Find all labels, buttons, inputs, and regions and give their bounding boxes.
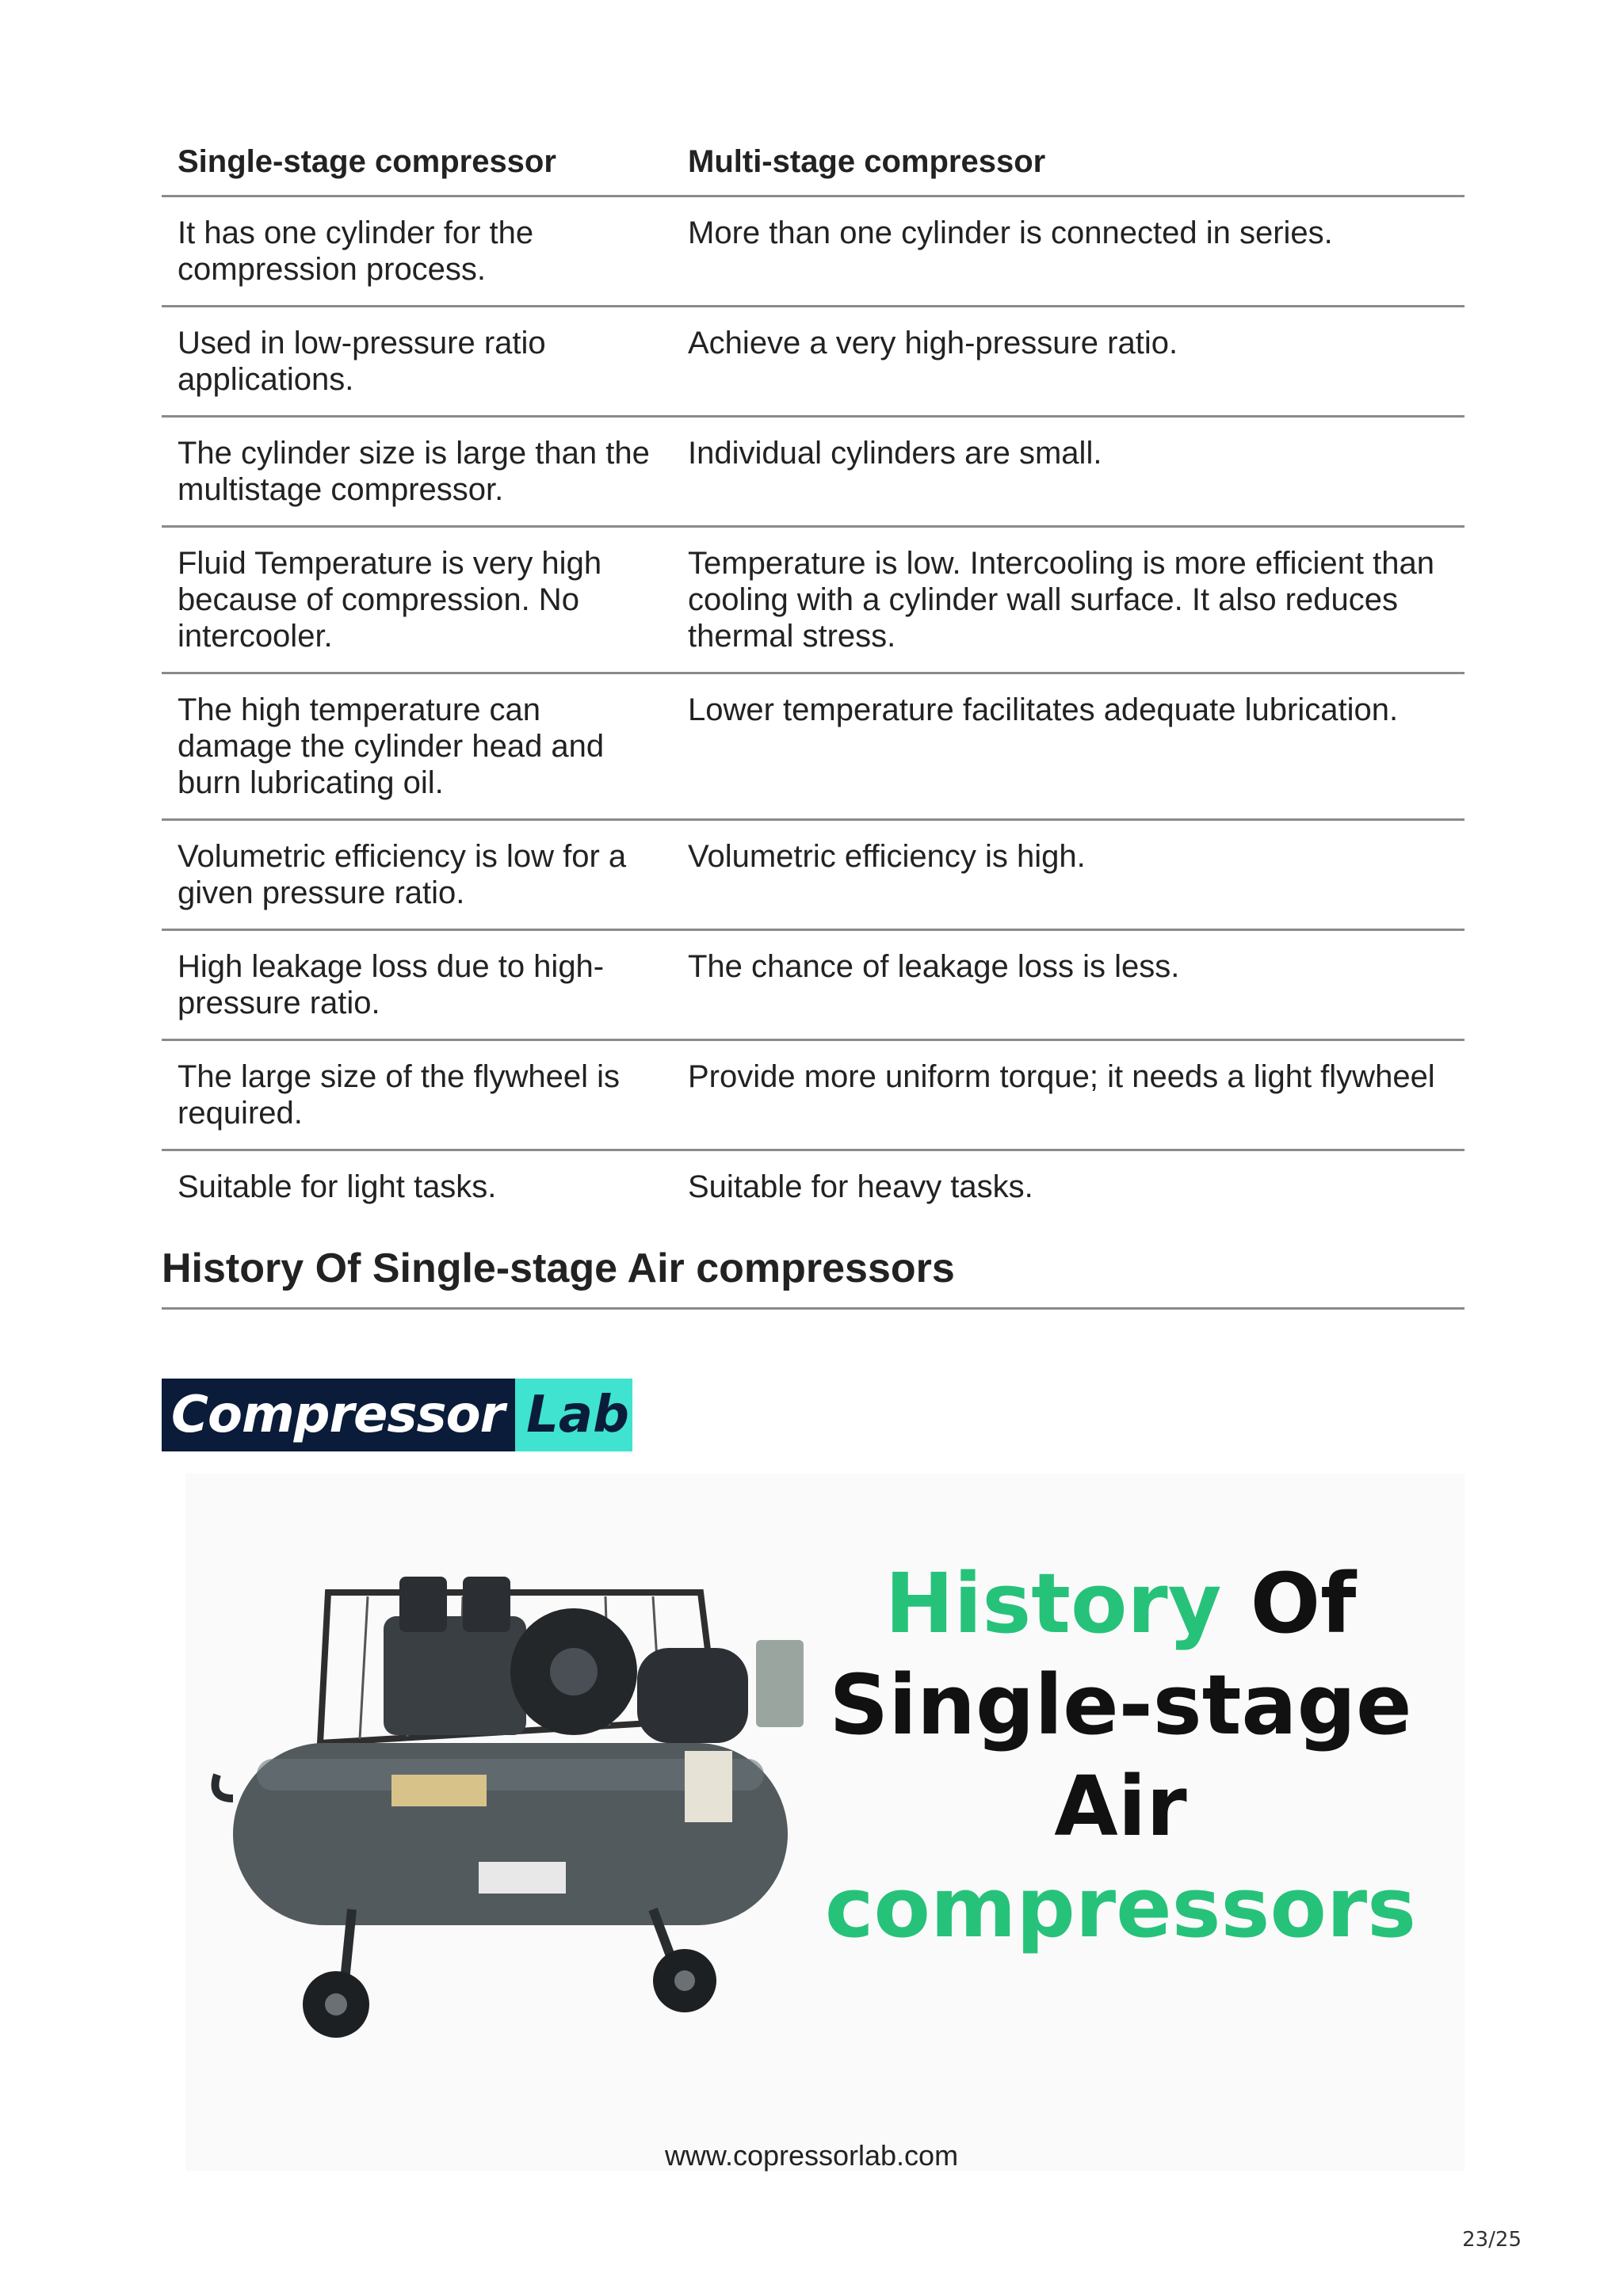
wheel-hub	[674, 1970, 695, 1991]
table-row	[162, 673, 1465, 820]
logo-text-lab: Lab	[515, 1379, 632, 1451]
table-cell: Provide more uniform torque; it needs a light flywheel	[688, 1059, 1435, 1094]
table-cell: Achieve a very high-pressure ratio.	[688, 326, 1178, 360]
table-cell: Temperature is low. Intercooling is more efficient than cooling with a cylinder wall surface. It also reduces thermal stress.	[688, 546, 1434, 654]
table-row	[162, 527, 1465, 673]
page-number: 23/25	[1462, 2228, 1522, 2252]
banner-headline	[780, 1553, 1461, 1958]
logo-text-compressor: Compressor	[162, 1379, 515, 1451]
cylinder	[399, 1577, 447, 1632]
table-cell: Volumetric efficiency is high.	[688, 839, 1086, 874]
tank-handle	[216, 1775, 234, 1798]
air-compressor-illustration	[209, 1561, 812, 2052]
banner-word-history: History	[884, 1555, 1222, 1652]
table-cell: The cylinder size is large than the multistage compressor.	[178, 436, 650, 507]
cage-bar	[360, 1596, 368, 1739]
cylinder	[463, 1577, 510, 1632]
table-row	[162, 307, 1465, 417]
spec-sticker	[685, 1751, 732, 1822]
compressorlab-logo	[162, 1379, 632, 1451]
banner-word-of: Of	[1250, 1555, 1357, 1652]
wheel-hub	[325, 1993, 347, 2016]
banner-line-2: Single-stage	[829, 1657, 1412, 1753]
flywheel-hub	[550, 1648, 598, 1695]
table-cell: Fluid Temperature is very high because of compression. No intercooler.	[178, 546, 602, 654]
electric-motor	[637, 1648, 748, 1743]
banner-line-1	[780, 1553, 1461, 1654]
banner-line-3	[780, 1756, 1461, 1958]
column-header-multi-stage: Multi-stage compressor	[688, 144, 1046, 179]
website-url: www.copressorlab.com	[664, 2139, 959, 2172]
table-header-row	[162, 119, 1465, 196]
table-cell: More than one cylinder is connected in series.	[688, 215, 1333, 250]
table-cell: The large size of the flywheel is required.	[178, 1059, 621, 1131]
banner-word-compressors: compressors	[824, 1859, 1417, 1956]
tank-label	[391, 1775, 487, 1806]
pump-head	[384, 1616, 526, 1735]
banner-word-air: Air	[1054, 1758, 1187, 1855]
table-cell: Suitable for heavy tasks.	[688, 1169, 1033, 1204]
table-cell: Used in low-pressure ratio applications.	[178, 326, 546, 397]
table-row	[162, 1150, 1465, 1223]
table-cell: High leakage loss due to high-pressure ratio.	[178, 949, 605, 1020]
table-cell: The chance of leakage loss is less.	[688, 949, 1180, 984]
table-row	[162, 1040, 1465, 1150]
table-cell: Individual cylinders are small.	[688, 436, 1102, 471]
banner-image	[162, 1379, 1465, 2171]
table-cell: Volumetric efficiency is low for a given pressure ratio.	[178, 839, 627, 910]
section-heading: History Of Single-stage Air compressors	[162, 1244, 1465, 1310]
table-row	[162, 930, 1465, 1040]
table-cell: It has one cylinder for the compression process.	[178, 215, 534, 287]
column-header-single-stage: Single-stage compressor	[178, 144, 556, 179]
table-cell: Lower temperature facilitates adequate lubrication.	[688, 692, 1399, 727]
brand-plate	[479, 1862, 566, 1894]
table-row	[162, 417, 1465, 527]
table-row	[162, 820, 1465, 930]
table-cell: The high temperature can damage the cylinder head and burn lubricating oil.	[178, 692, 605, 800]
table-cell: Suitable for light tasks.	[178, 1169, 497, 1204]
table-row	[162, 196, 1465, 307]
comparison-table	[162, 119, 1465, 1222]
